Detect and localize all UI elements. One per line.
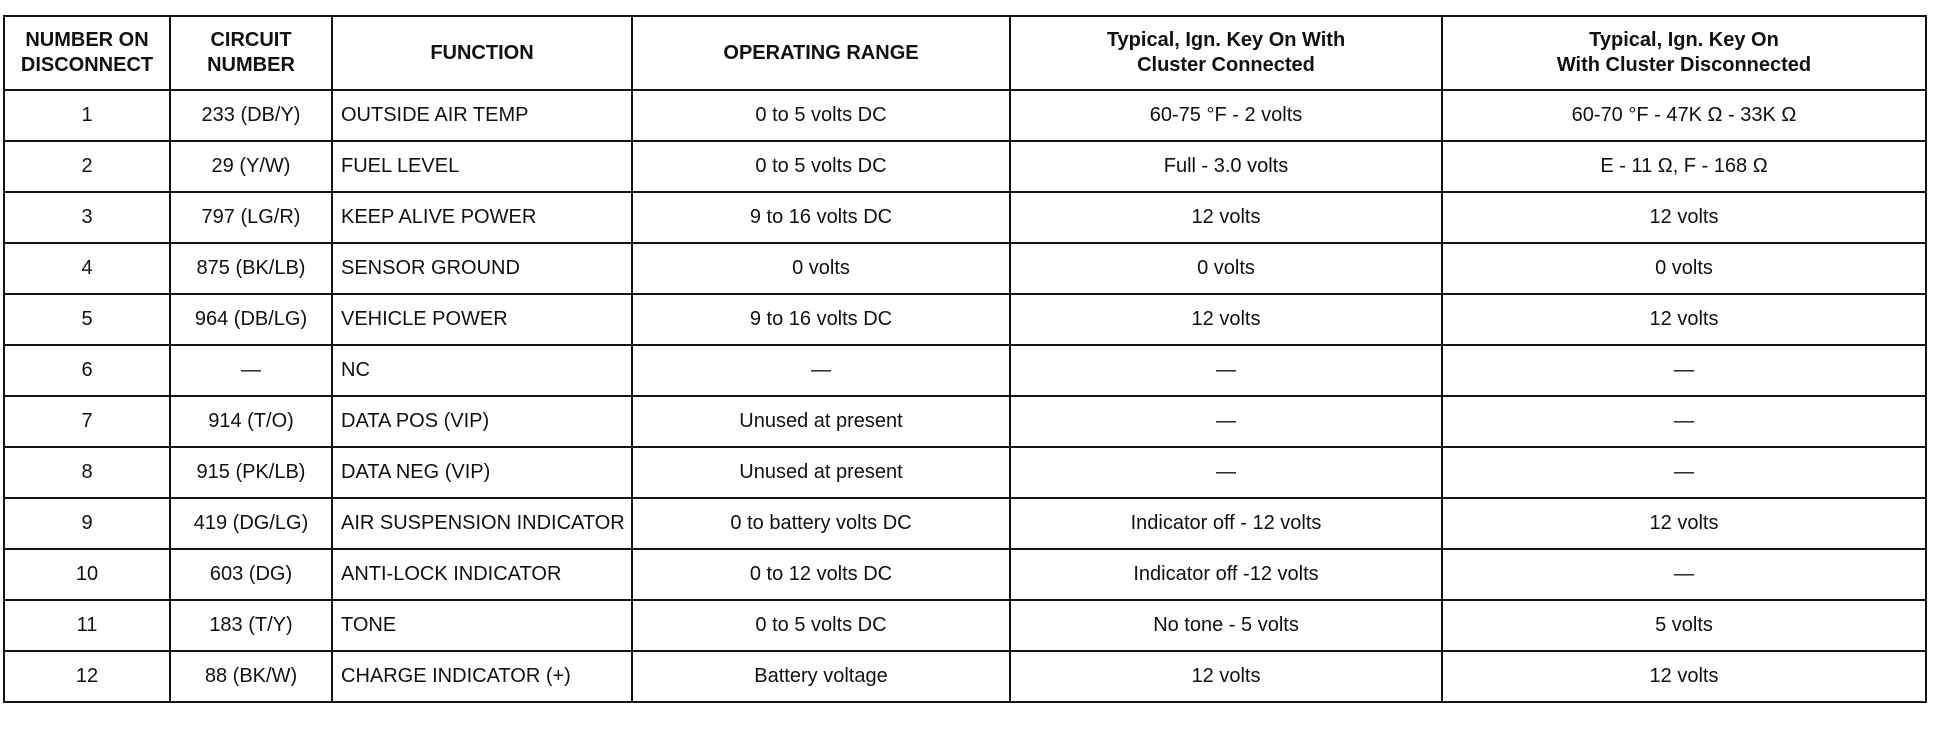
cell-function: OUTSIDE AIR TEMP bbox=[332, 90, 632, 141]
cell-circuit-number: 233 (DB/Y) bbox=[170, 90, 332, 141]
table-body bbox=[4, 90, 1926, 702]
cell-typical-disconnected: — bbox=[1442, 549, 1926, 600]
cell-disconnect-number: 8 bbox=[4, 447, 170, 498]
header-row bbox=[4, 16, 1926, 90]
cell-disconnect-number: 5 bbox=[4, 294, 170, 345]
table-row bbox=[4, 396, 1926, 447]
cell-operating-range: Unused at present bbox=[632, 447, 1010, 498]
cell-circuit-number: 29 (Y/W) bbox=[170, 141, 332, 192]
cell-function: VEHICLE POWER bbox=[332, 294, 632, 345]
table-row bbox=[4, 447, 1926, 498]
cell-typical-connected: — bbox=[1010, 396, 1442, 447]
cell-function: NC bbox=[332, 345, 632, 396]
cell-operating-range: 0 to 5 volts DC bbox=[632, 600, 1010, 651]
cell-typical-connected: 12 volts bbox=[1010, 651, 1442, 702]
cell-disconnect-number: 6 bbox=[4, 345, 170, 396]
table-row bbox=[4, 243, 1926, 294]
cell-function: TONE bbox=[332, 600, 632, 651]
cell-disconnect-number: 3 bbox=[4, 192, 170, 243]
table-row bbox=[4, 549, 1926, 600]
cell-function: ANTI-LOCK INDICATOR bbox=[332, 549, 632, 600]
cell-typical-connected: 0 volts bbox=[1010, 243, 1442, 294]
header-text-line: Cluster Connected bbox=[1137, 54, 1315, 76]
header-text-line: CIRCUIT bbox=[210, 29, 292, 51]
cell-typical-connected: No tone - 5 volts bbox=[1010, 600, 1442, 651]
cell-circuit-number: 603 (DG) bbox=[170, 549, 332, 600]
cell-operating-range: 9 to 16 volts DC bbox=[632, 294, 1010, 345]
cell-typical-disconnected: 12 volts bbox=[1442, 498, 1926, 549]
cell-operating-range: — bbox=[632, 345, 1010, 396]
cell-circuit-number: 797 (LG/R) bbox=[170, 192, 332, 243]
header-typical-cluster-connected bbox=[1010, 16, 1442, 90]
header-text-line: NUMBER bbox=[207, 54, 295, 76]
header-text-line: FUNCTION bbox=[430, 41, 534, 64]
cell-disconnect-number: 2 bbox=[4, 141, 170, 192]
table-row bbox=[4, 498, 1926, 549]
cell-operating-range: 0 volts bbox=[632, 243, 1010, 294]
cell-circuit-number: 419 (DG/LG) bbox=[170, 498, 332, 549]
table-row bbox=[4, 345, 1926, 396]
cell-function: CHARGE INDICATOR (+) bbox=[332, 651, 632, 702]
cell-typical-disconnected: — bbox=[1442, 447, 1926, 498]
table-row bbox=[4, 90, 1926, 141]
header-typical-cluster-disconnected bbox=[1442, 16, 1926, 90]
cell-function: AIR SUSPENSION INDICATOR bbox=[332, 498, 632, 549]
header-text-line: DISCONNECT bbox=[20, 54, 154, 76]
cell-typical-disconnected: — bbox=[1442, 396, 1926, 447]
cell-disconnect-number: 11 bbox=[4, 600, 170, 651]
cell-typical-connected: Indicator off - 12 volts bbox=[1010, 498, 1442, 549]
cell-disconnect-number: 4 bbox=[4, 243, 170, 294]
cell-typical-connected: 60-75 °F - 2 volts bbox=[1010, 90, 1442, 141]
cell-operating-range: 9 to 16 volts DC bbox=[632, 192, 1010, 243]
cell-typical-connected: — bbox=[1010, 345, 1442, 396]
cell-typical-connected: 12 volts bbox=[1010, 192, 1442, 243]
table-row bbox=[4, 651, 1926, 702]
cell-typical-disconnected: 12 volts bbox=[1442, 192, 1926, 243]
cell-operating-range: Battery voltage bbox=[632, 651, 1010, 702]
header-text-line: NUMBER ON bbox=[25, 29, 149, 51]
cell-function: FUEL LEVEL bbox=[332, 141, 632, 192]
cell-function: SENSOR GROUND bbox=[332, 243, 632, 294]
table-row bbox=[4, 294, 1926, 345]
header-text-line: Typical, Ign. Key On bbox=[1589, 29, 1779, 51]
cell-operating-range: 0 to battery volts DC bbox=[632, 498, 1010, 549]
cell-typical-connected: Indicator off -12 volts bbox=[1010, 549, 1442, 600]
cell-circuit-number: 914 (T/O) bbox=[170, 396, 332, 447]
header-operating-range bbox=[632, 16, 1010, 90]
cell-operating-range: 0 to 5 volts DC bbox=[632, 141, 1010, 192]
cell-typical-disconnected: 0 volts bbox=[1442, 243, 1926, 294]
cell-function: DATA POS (VIP) bbox=[332, 396, 632, 447]
cell-circuit-number: — bbox=[170, 345, 332, 396]
cell-function: KEEP ALIVE POWER bbox=[332, 192, 632, 243]
header-circuit-number bbox=[170, 16, 332, 90]
cell-disconnect-number: 12 bbox=[4, 651, 170, 702]
cell-typical-disconnected: 5 volts bbox=[1442, 600, 1926, 651]
cell-circuit-number: 915 (PK/LB) bbox=[170, 447, 332, 498]
header-text-line: Typical, Ign. Key On With bbox=[1106, 29, 1346, 51]
cell-disconnect-number: 1 bbox=[4, 90, 170, 141]
cell-disconnect-number: 10 bbox=[4, 549, 170, 600]
cell-typical-disconnected: — bbox=[1442, 345, 1926, 396]
table-header bbox=[4, 16, 1926, 90]
cell-operating-range: 0 to 12 volts DC bbox=[632, 549, 1010, 600]
cell-disconnect-number: 9 bbox=[4, 498, 170, 549]
cell-disconnect-number: 7 bbox=[4, 396, 170, 447]
cell-operating-range: Unused at present bbox=[632, 396, 1010, 447]
connector-pinout-table bbox=[3, 15, 1927, 703]
header-text-line: With Cluster Disconnected bbox=[1556, 54, 1812, 76]
cell-typical-connected: Full - 3.0 volts bbox=[1010, 141, 1442, 192]
cell-typical-connected: 12 volts bbox=[1010, 294, 1442, 345]
table-row bbox=[4, 600, 1926, 651]
cell-circuit-number: 183 (T/Y) bbox=[170, 600, 332, 651]
cell-typical-disconnected: 60-70 °F - 47K Ω - 33K Ω bbox=[1442, 90, 1926, 141]
cell-typical-disconnected: 12 volts bbox=[1442, 651, 1926, 702]
header-function bbox=[332, 16, 632, 90]
cell-typical-disconnected: E - 11 Ω, F - 168 Ω bbox=[1442, 141, 1926, 192]
cell-circuit-number: 964 (DB/LG) bbox=[170, 294, 332, 345]
cell-function: DATA NEG (VIP) bbox=[332, 447, 632, 498]
header-number-on-disconnect bbox=[4, 16, 170, 90]
cell-typical-connected: — bbox=[1010, 447, 1442, 498]
cell-operating-range: 0 to 5 volts DC bbox=[632, 90, 1010, 141]
header-text-line: OPERATING RANGE bbox=[723, 41, 919, 64]
cell-circuit-number: 88 (BK/W) bbox=[170, 651, 332, 702]
table-row bbox=[4, 141, 1926, 192]
cell-typical-disconnected: 12 volts bbox=[1442, 294, 1926, 345]
table-row bbox=[4, 192, 1926, 243]
cell-circuit-number: 875 (BK/LB) bbox=[170, 243, 332, 294]
